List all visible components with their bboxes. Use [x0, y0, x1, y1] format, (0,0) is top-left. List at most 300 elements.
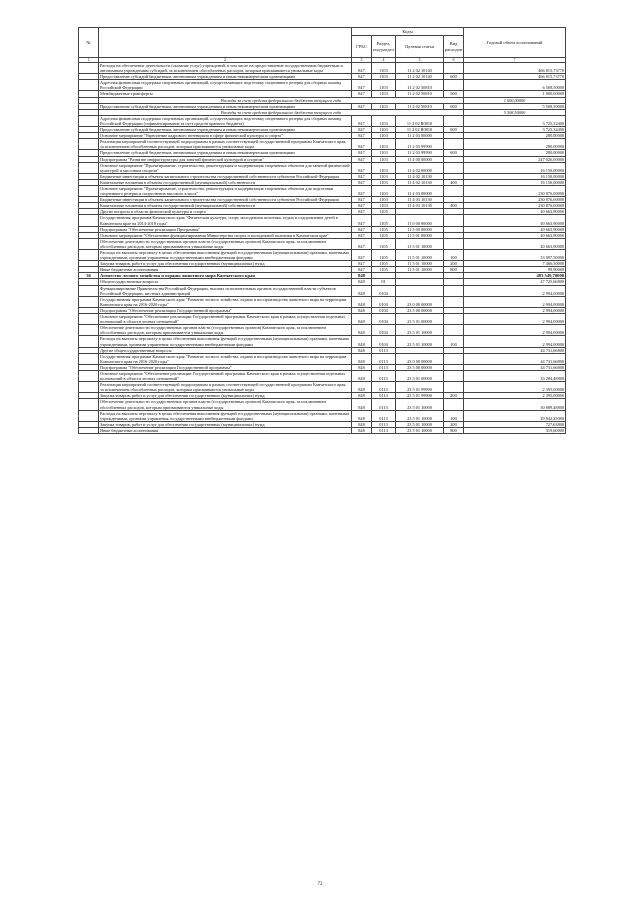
table-row [79, 285, 566, 296]
cell-v: 400 [444, 179, 464, 185]
cell-g: 847 [352, 250, 372, 261]
table-row [79, 325, 566, 336]
cell-v: 600 [444, 74, 464, 80]
cell-s: 30 889,48800 [464, 399, 566, 410]
header-name [99, 28, 352, 58]
cell-c: 23 5 00 00000 [396, 364, 444, 370]
cell-g: 848 [352, 279, 372, 285]
cell-s: 47 725,66800 [464, 279, 566, 285]
cell-c: 23 5 01 00000 [396, 370, 444, 381]
cell-v: 100 [444, 250, 464, 261]
cell-n [79, 63, 99, 74]
cell-s: 2 994,00000 [464, 307, 566, 313]
cell-s: 40 663,90000 [464, 209, 566, 215]
cell-name: Функционирование Правительства Российской Федерации, высших исполнительных органов государственной власти субъектов Российской Федерации, местных администраций [99, 285, 352, 296]
cell-s: 1 000,00000 [464, 91, 566, 97]
cell-r: 1103 [372, 133, 396, 139]
cell-name: Основное мероприятие "Обеспечение функционирования Министерства спорта и молодежной политики в Камчатском крае" [99, 232, 352, 238]
cell-text: Расходы за счет средств федерального бюджета текущего года [99, 97, 464, 103]
cell-s: 40 663,90000 [464, 226, 566, 232]
cell-n [79, 285, 99, 296]
cell-r: 1103 [372, 197, 396, 203]
cell-n [79, 370, 99, 381]
cell-g: 848 [352, 336, 372, 347]
cell-c: 11 4 00 00000 [396, 156, 444, 162]
cell-g: 847 [352, 115, 372, 126]
cell-s: 1 000,00000 [464, 97, 566, 103]
cell-g: 847 [352, 197, 372, 203]
cell-s: 6 508,50000 [464, 80, 566, 91]
cell-s: 466 815,73770 [464, 63, 566, 74]
cell-c: 11 4 02 10130 [396, 173, 444, 179]
cell-r: 1103 [372, 74, 396, 80]
cell-name: Иные бюджетные ассигнования [99, 427, 352, 433]
cell-name: Обеспечение деятельности государственных органов власти (государственных органов) Камчатского края, за исключением обособленных расходов, которым присваиваются уникальные коды [99, 399, 352, 410]
cell-s: 2 994,00000 [464, 325, 566, 336]
cell-g: 847 [352, 74, 372, 80]
cell-n [79, 296, 99, 307]
idx-cell: 7 [464, 58, 566, 63]
cell-s: 280,00000 [464, 139, 566, 150]
cell-s: 2 994,00000 [464, 285, 566, 296]
cell-r: 1103 [372, 139, 396, 150]
cell-name: Капитальные вложения в объекты государственной (муниципальной) собственности [99, 179, 352, 185]
cell-c [396, 285, 444, 296]
cell-n [79, 162, 99, 173]
cell-g: 847 [352, 162, 372, 173]
cell-r: 1103 [372, 173, 396, 179]
cell-g: 847 [352, 127, 372, 133]
cell-c: 11 2 02 10140 [396, 63, 444, 74]
cell-g: 848 [352, 353, 372, 364]
header-num: № [79, 28, 99, 58]
cell-name: Основное мероприятие "Обеспечение реализации Государственной программы Камчатского края в рамках осуществления отдельных полномочий в области лесных отношений" [99, 370, 352, 381]
cell-g: 848 [352, 325, 372, 336]
cell-g: 848 [352, 273, 372, 279]
cell-s: 40 663,90000 [464, 232, 566, 238]
cell-n [79, 399, 99, 410]
cell-r: 1103 [372, 185, 396, 196]
cell-r: 0104 [372, 314, 396, 325]
cell-v [444, 139, 464, 150]
cell-text: Расходы за счет средств федерального бюджета текущего года [99, 109, 464, 115]
cell-n: 36 [79, 273, 99, 279]
cell-g: 847 [352, 63, 372, 74]
cell-r: 0113 [372, 421, 396, 427]
cell-name: Бюджетные инвестиции в объекты капитального строительства государственной собственности субъектов Российской Федерации [99, 173, 352, 179]
idx-cell: 6 [444, 58, 464, 63]
cell-name: Обеспечение деятельности государственных органов власти (государственных органов) Камчатского края, за исключением обособленных расходов, которым присваиваются уникальные коды [99, 325, 352, 336]
cell-n [79, 314, 99, 325]
cell-name: Закупка товаров, работ и услуг для обеспечения государственных (муниципальных) нужд [99, 421, 352, 427]
table-row [79, 238, 566, 249]
cell-name: Расходы на выплаты персоналу в целях обеспечения выполнения функций государственными (муниципальными) органами, казенными учреждениями, органами управления государственными внебюджетными фондами [99, 336, 352, 347]
cell-name: Бюджетные инвестиции в объекты капитального строительства государственной собственности субъектов Российской Федерации [99, 197, 352, 203]
cell-g: 847 [352, 156, 372, 162]
cell-v [444, 296, 464, 307]
cell-r: 1105 [372, 209, 396, 215]
cell-g: 848 [352, 370, 372, 381]
page-number: 72 [317, 882, 323, 887]
cell-s: 466 815,73770 [464, 74, 566, 80]
cell-s: 2 994,00000 [464, 314, 566, 325]
cell-name: Адресная финансовая поддержка спортивных организаций, осуществляющих подготовку спортивного резерва для сборных команд Российской Федерации [99, 80, 352, 91]
cell-c: 11 2 02 R0810 [396, 115, 444, 126]
cell-r: 0113 [372, 364, 396, 370]
cell-c: 11 5 01 10000 [396, 238, 444, 249]
cell-v: 600 [444, 150, 464, 156]
table-row [79, 382, 566, 393]
cell-name: Реализация мероприятий соответствующей подпрограммы в рамках соответствующей государственной программы Камчатского края, за исключением обособленных расходов, которым присваиваются уникальные коды [99, 139, 352, 150]
cell-g: 847 [352, 133, 372, 139]
cell-name: Государственная программа Камчатского края "Развитие лесного хозяйства, охрана и воспроизводство животного мира на территории Камчатского края на 2016-2020 годы" [99, 353, 352, 364]
cell-g: 848 [352, 314, 372, 325]
cell-s: 2 994,00000 [464, 336, 566, 347]
header-razdel: Раздел, под-раздел [372, 36, 396, 58]
cell-r: 1103 [372, 80, 396, 91]
header-sum: Годовой объем ассигнований [464, 28, 566, 58]
cell-v: 800 [444, 267, 464, 273]
cell-r: 1105 [372, 215, 396, 226]
cell-v: 100 [444, 336, 464, 347]
table-row [79, 336, 566, 347]
cell-r: 1105 [372, 267, 396, 273]
cell-c: 11 4 02 10130 [396, 179, 444, 185]
cell-s: 5 508,50000 [464, 103, 566, 109]
cell-s: 280,00000 [464, 150, 566, 156]
cell-r: 1103 [372, 203, 396, 209]
cell-name: Другие вопросы в области физической культуры и спорта [99, 209, 352, 215]
cell-r: 1103 [372, 156, 396, 162]
cell-n [79, 336, 99, 347]
cell-g: 848 [352, 427, 372, 433]
cell-s: 230 876,00000 [464, 197, 566, 203]
cell-s: 99,90000 [464, 267, 566, 273]
table-row [79, 370, 566, 381]
cell-name: Основное мероприятие "Проектирование, строительство, реконструкция и модернизация спортивных объектов для занятий физической культурой и массовым спортом" [100, 162, 350, 173]
table-row [79, 162, 566, 173]
cell-c: 23 5 01 00000 [396, 314, 444, 325]
cell-g: 848 [352, 296, 372, 307]
header-grbs: ГРБС [352, 36, 372, 58]
cell-n [79, 238, 99, 249]
cell-r: 1103 [372, 162, 396, 173]
cell-g: 848 [352, 382, 372, 393]
cell-s: 44 731,66800 [464, 364, 566, 370]
cell-g: 847 [352, 209, 372, 215]
cell-c: 11 2 02 10140 [396, 74, 444, 80]
cell-g: 848 [352, 347, 372, 353]
cell-c: 11 2 03 00000 [396, 133, 444, 139]
table-row [79, 215, 566, 226]
cell-c: 11 4 02 00000 [396, 162, 444, 173]
header-codes: Коды [352, 28, 464, 36]
cell-v [444, 63, 464, 74]
cell-name: Расходы на выплаты персоналу в целях обеспечения выполнения функций государственными (муниципальными) органами, казенными учреждениями, органами управления государственными внебюджетными фондами [99, 410, 352, 421]
cell-r: 0104 [372, 336, 396, 347]
cell-c: 23 5 01 10000 [396, 421, 444, 427]
cell-v [444, 325, 464, 336]
cell-name: Расходы на выплаты персоналу в целях обеспечения выполнения функций государственными (муниципальными) органами, казенными учреждениями, органами управления государственными внебюджетными фондами [99, 250, 352, 261]
cell-c: 23 5 00 00000 [396, 307, 444, 313]
cell-r: 1105 [372, 232, 396, 238]
cell-c: 11 5 01 00000 [396, 232, 444, 238]
cell-g: 848 [352, 399, 372, 410]
cell-name: Предоставление субсидий бюджетным, автономным учреждениям и иным некоммерческим организациям [99, 127, 352, 133]
cell-name: Подпрограмма "Обеспечение реализации Государственной программы" [99, 364, 352, 370]
cell-s: 5 508,50000 [464, 109, 566, 115]
cell-v [444, 382, 464, 393]
cell-r: 0104 [372, 325, 396, 336]
table-row [79, 185, 566, 196]
table-row [79, 80, 566, 91]
cell-c: 23 5 01 10000 [396, 427, 444, 433]
cell-s: 33 284,48800 [464, 370, 566, 381]
cell-n [79, 185, 99, 196]
cell-c: 11 2 02 50810 [396, 91, 444, 97]
cell-name: Основное мероприятие "Проектирование, строительство, реконструкция и модернизация спортивных объектов для подготовки спортивного резерва и спортсменов высокого класса" [99, 185, 352, 196]
cell-v [444, 399, 464, 410]
cell-r: 0113 [372, 370, 396, 381]
idx-cell: 4 [372, 58, 396, 63]
table-row [79, 115, 566, 126]
cell-r: 1103 [372, 115, 396, 126]
cell-c: 11 2 03 99990 [396, 150, 444, 156]
cell-s: 230 876,00000 [464, 185, 566, 196]
cell-g: 847 [352, 238, 372, 249]
cell-s: 2 395,00000 [464, 393, 566, 399]
cell-s: 33 097,50000 [464, 250, 566, 261]
cell-s: 2 994,00000 [464, 296, 566, 307]
table-row [79, 250, 566, 261]
cell-s: 7 466,50000 [464, 261, 566, 267]
cell-name: Подпрограмма "Обеспечение реализации Государственной программы" [99, 307, 352, 313]
cell-s: 16 150,00000 [464, 173, 566, 179]
cell-r: 0113 [372, 393, 396, 399]
cell-name: Подпрограмма "Обеспечение реализации Программы" [99, 226, 352, 232]
cell-g: 848 [352, 285, 372, 296]
cell-name: Государственная программа Камчатского края "Развитие лесного хозяйства, охрана и воспроизводство животного мира на территории Камчатского края на 2016-2020 годы" [99, 296, 352, 307]
cell-n [79, 382, 99, 393]
cell-v [444, 353, 464, 364]
cell-v [444, 285, 464, 296]
cell-g: 847 [352, 179, 372, 185]
table-row [79, 399, 566, 410]
cell-g: 847 [352, 261, 372, 267]
cell-name: Государственная программа Камчатского края "Физическая культура, спорт, молодежная политика, отдых и оздоровление детей в Камчатском крае на 2014-2018 годы" [99, 215, 352, 226]
cell-v [444, 115, 464, 126]
cell-v: 600 [444, 103, 464, 109]
cell-c: 11 4 03 10130 [396, 203, 444, 209]
cell-c: 23 5 01 10000 [396, 325, 444, 336]
cell-r: 1103 [372, 179, 396, 185]
cell-s: 40 663,90000 [464, 238, 566, 249]
cell-r: 1105 [372, 238, 396, 249]
cell-g: 847 [352, 232, 372, 238]
cell-r: 1103 [372, 127, 396, 133]
cell-g: 847 [352, 215, 372, 226]
cell-r: 0104 [372, 307, 396, 313]
cell-name: Адресная финансовая поддержка спортивных организаций, осуществляющих подготовку спортивного резерва для сборных команд Российской Федерации (софинансирование за счет средств краевого бюджета) [99, 115, 352, 126]
cell-v: 800 [444, 427, 464, 433]
cell-r: 0113 [372, 427, 396, 433]
cell-name: Закупка товаров, работ и услуг для обеспечения государственных (муниципальных) нужд [99, 261, 352, 267]
cell-c: 23 5 01 10000 [396, 410, 444, 421]
cell-g: 848 [352, 393, 372, 399]
table-row [79, 427, 566, 433]
cell-name: Предоставление субсидий бюджетным, автономным учреждениям и иным некоммерческим организациям [99, 103, 352, 109]
cell-name: Другие общегосударственные вопросы [99, 347, 352, 353]
header-vr: Вид расходов [444, 36, 464, 58]
cell-s: 2 395,00000 [464, 382, 566, 393]
cell-r: 1105 [372, 261, 396, 267]
cell-s: 16 150,00000 [464, 179, 566, 185]
cell-s: 16 150,00000 [464, 162, 566, 173]
cell-c: 11 5 00 00000 [396, 226, 444, 232]
cell-g: 847 [352, 267, 372, 273]
idx-cell: 3 [352, 58, 372, 63]
cell-g: 847 [352, 80, 372, 91]
cell-c: 11 5 01 10000 [396, 250, 444, 261]
cell-c: 11 4 03 00000 [396, 185, 444, 196]
cell-n [79, 80, 99, 91]
cell-r: 0113 [372, 382, 396, 393]
cell-c: 23 5 01 10000 [396, 336, 444, 347]
cell-v [444, 80, 464, 91]
cell-c: 23 5 01 10000 [396, 399, 444, 410]
cell-r: 1103 [372, 63, 396, 74]
cell-n [79, 410, 99, 421]
cell-s: 29 842,25000 [464, 410, 566, 421]
cell-name: Закупка товаров, работ и услуг для обеспечения государственных (муниципальных) нужд [99, 393, 352, 399]
cell-n [79, 427, 99, 433]
cell-g: 847 [352, 103, 372, 109]
cell-name: Основное мероприятие "Обеспечение реализации Государственной программы Камчатского края в рамках осуществления отдельных полномочий в области лесных отношений" [99, 314, 352, 325]
cell-c: 11 4 03 10130 [396, 197, 444, 203]
cell-s: 44 731,66800 [464, 347, 566, 353]
cell-n [79, 215, 99, 226]
cell-v: 100 [444, 410, 464, 421]
cell-name: Капитальные вложения в объекты государственной (муниципальной) собственности [99, 203, 352, 209]
cell-g: 848 [352, 364, 372, 370]
budget-table [78, 27, 566, 434]
cell-v: 200 [444, 261, 464, 267]
cell-name: Основное мероприятие "Укрепление кадрового потенциала в сфере физической культуры и спорта" [99, 133, 352, 139]
cell-n [79, 115, 99, 126]
cell-g: 847 [352, 203, 372, 209]
cell-r: 1103 [372, 103, 396, 109]
cell-name: Обеспечение деятельности государственных органов власти (государственных органов) Камчатского края, за исключением обособленных расходов, которым присваиваются уникальные коды [99, 238, 352, 249]
cell-c: 11 2 02 R0810 [396, 127, 444, 133]
cell-v: 500 [444, 91, 464, 97]
table-row [79, 410, 566, 421]
cell-name: Межбюджетные трансферты [99, 91, 352, 97]
table-row [79, 139, 566, 150]
cell-s: 3 725,32400 [464, 115, 566, 126]
cell-g: 847 [352, 226, 372, 232]
cell-r: 0104 [372, 285, 396, 296]
cell-r: 1103 [372, 91, 396, 97]
cell-v [444, 370, 464, 381]
cell-g: 847 [352, 173, 372, 179]
cell-v: 200 [444, 421, 464, 427]
cell-c: 23 0 00 00000 [396, 353, 444, 364]
cell-name: Общегосударственные вопросы [99, 279, 352, 285]
cell-r: 0104 [372, 296, 396, 307]
cell-s: 230 876,00000 [464, 203, 566, 209]
cell-c: 11 2 02 50810 [396, 103, 444, 109]
cell-n [79, 250, 99, 261]
cell-v [444, 215, 464, 226]
cell-c: 23 0 00 00000 [396, 296, 444, 307]
cell-v [444, 314, 464, 325]
idx-cell: 1 [79, 58, 99, 63]
table-row [79, 296, 566, 307]
cell-g: 847 [352, 139, 372, 150]
cell-r: 1105 [372, 226, 396, 232]
cell-s: 44 731,66800 [464, 353, 566, 364]
cell-s: 483 549,70000 [464, 273, 566, 279]
cell-v: 600 [444, 127, 464, 133]
cell-c: 11 2 02 50810 [396, 80, 444, 91]
cell-n [79, 139, 99, 150]
cell-n [79, 353, 99, 364]
cell-r: 1103 [372, 150, 396, 156]
cell-s: 3 725,32400 [464, 127, 566, 133]
cell-c: 23 5 01 99990 [396, 382, 444, 393]
cell-name: Предоставление субсидий бюджетным, автономным учреждениям и иным некоммерческим организациям [99, 74, 352, 80]
cell-s: 727,63800 [464, 421, 566, 427]
cell-c: 11 0 00 00000 [396, 215, 444, 226]
idx-cell: 5 [396, 58, 444, 63]
cell-name: Расходы на обеспечение деятельности (оказание услуг) учреждений, в том числе на предоставление государственным бюджетным и автономным учреждениям субсидий, за исключением обособленных расходов, которым присваиваются уникальные коды [99, 63, 352, 74]
cell-g: 848 [352, 410, 372, 421]
table-row [79, 353, 566, 364]
cell-name: Реализация мероприятий соответствующей подпрограммы в рамках соответствующей государственной программы Камчатского края, за исключением обособленных расходов, которым присваиваются уникальные коды [99, 382, 352, 393]
cell-name: Подпрограмма "Развитие инфраструктуры для занятий физической культурой и спортом" [99, 156, 352, 162]
cell-c: 11 5 01 10000 [396, 267, 444, 273]
cell-g: 847 [352, 91, 372, 97]
idx-cell: 2 [99, 58, 352, 63]
cell-v: 200 [444, 393, 464, 399]
cell-r: 01 [372, 279, 396, 285]
cell-g: 848 [352, 307, 372, 313]
cell-v [444, 185, 464, 196]
cell-c: 11 5 01 10000 [396, 261, 444, 267]
cell-n [79, 325, 99, 336]
cell-c: 23 5 01 99990 [396, 393, 444, 399]
header-cs: Целевая статья [396, 36, 444, 58]
cell-r: 0113 [372, 353, 396, 364]
cell-r: 1105 [372, 250, 396, 261]
cell-g: 847 [352, 185, 372, 196]
cell-v: 400 [444, 203, 464, 209]
cell-r: 0113 [372, 410, 396, 421]
cell-name: Предоставление субсидий бюджетным, автономным учреждениям и иным некоммерческим организациям [99, 150, 352, 156]
cell-name: Агентство лесного хозяйства и охраны животного мира Камчатского края [99, 273, 352, 279]
cell-s: 319,60000 [464, 427, 566, 433]
table-row [79, 314, 566, 325]
cell-g: 847 [352, 150, 372, 156]
cell-r: 0113 [372, 399, 396, 410]
cell-name: Иные бюджетные ассигнования [99, 267, 352, 273]
cell-s: 280,00000 [464, 133, 566, 139]
budget-table-body [79, 63, 566, 434]
cell-v [444, 162, 464, 173]
cell-r: 0113 [372, 347, 396, 353]
cell-s: 247 026,00000 [464, 156, 566, 162]
cell-v [444, 238, 464, 249]
